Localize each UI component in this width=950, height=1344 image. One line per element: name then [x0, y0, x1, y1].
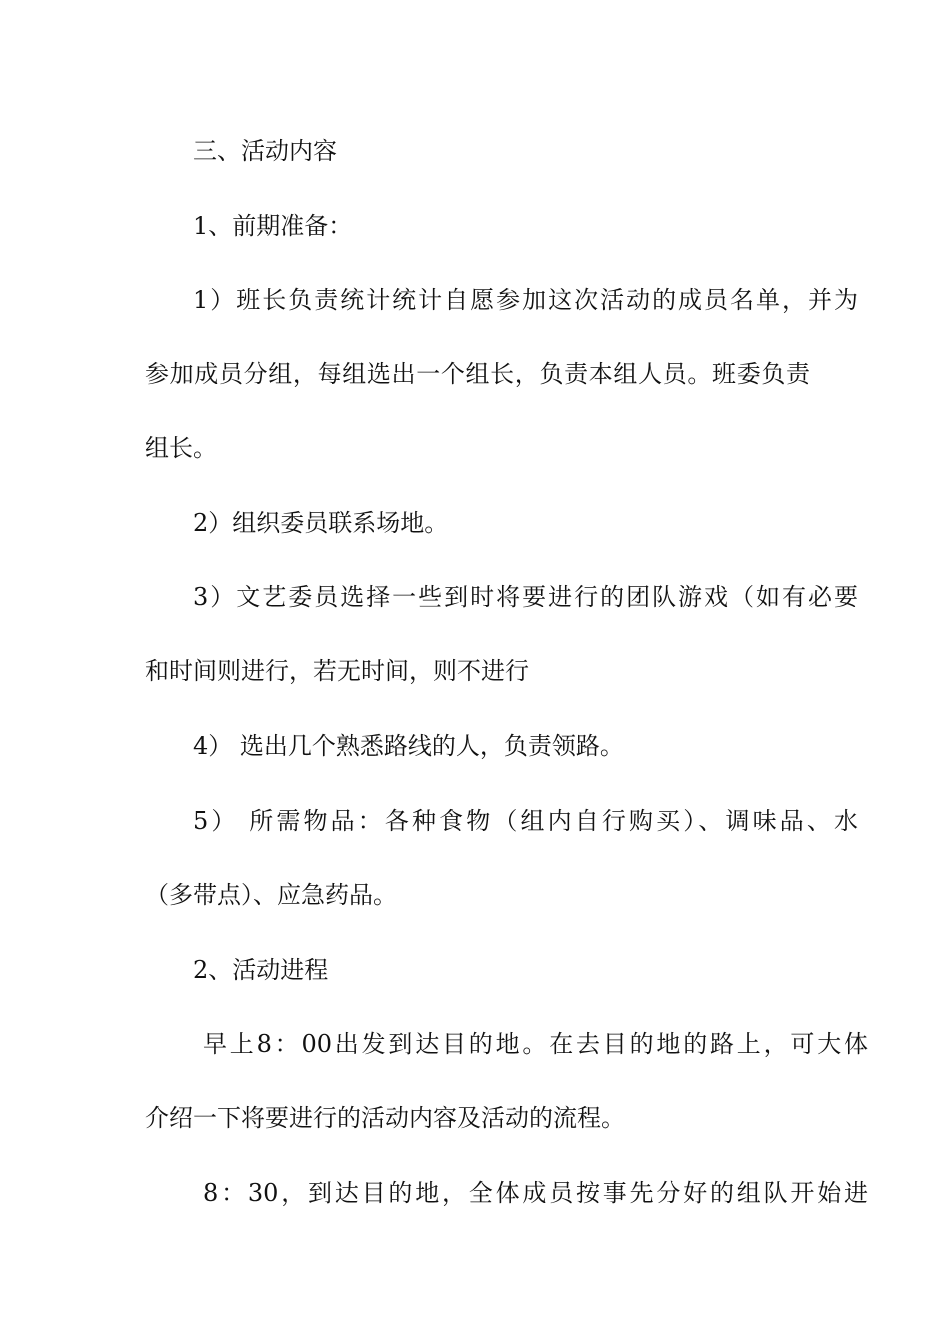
paragraph-line: 和时间则进行，若无时间，则不进行 — [145, 657, 529, 685]
paragraph-line: 4） 选出几个熟悉路线的人，负责领路。 — [193, 732, 624, 760]
paragraph-line: 组长。 — [145, 434, 217, 462]
paragraph-line: 5） 所需物品：各种食物（组内自行购买）、调味品、水 — [193, 807, 858, 835]
paragraph-line: 3）文艺委员选择一些到时将要进行的团队游戏（如有必要 — [193, 583, 858, 611]
paragraph-line: 8：30，到达目的地，全体成员按事先分好的组队开始进 — [203, 1179, 868, 1207]
paragraph-line: 早上8：00出发到达目的地。在去目的地的路上，可大体 — [203, 1030, 868, 1058]
paragraph-line: 2）组织委员联系场地。 — [193, 509, 449, 537]
paragraph-line: （多带点）、应急药品。 — [145, 881, 397, 909]
subsection-heading: 2、活动进程 — [193, 956, 329, 984]
subsection-heading: 1、前期准备： — [193, 212, 353, 240]
paragraph-line: 介绍一下将要进行的活动内容及活动的流程。 — [145, 1104, 625, 1132]
paragraph-line: 1）班长负责统计统计自愿参加这次活动的成员名单，并为 — [193, 286, 858, 314]
paragraph-line: 参加成员分组，每组选出一个组长，负责本组人员。班委负责 — [145, 360, 810, 388]
section-heading: 三、活动内容 — [193, 137, 337, 165]
